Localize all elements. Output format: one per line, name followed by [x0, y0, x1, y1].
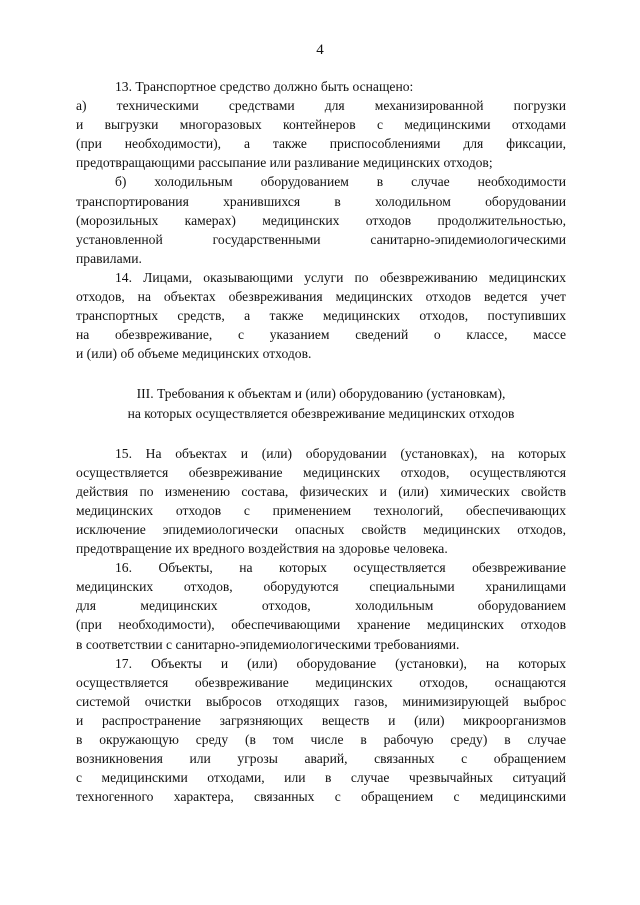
- text-line: 17. Объекты и (или) оборудование (установки), на которых: [115, 655, 566, 671]
- text-line: с медицинскими отходами, или в случае чрезвычайных ситуаций: [76, 770, 566, 786]
- text-line: медицинских отходов с применением технологий, обеспечивающих: [76, 502, 566, 518]
- paragraph-p16: [76, 558, 566, 653]
- paragraph-p15: [76, 444, 566, 559]
- text-line: и (или) об объеме медицинских отходов.: [76, 346, 312, 362]
- text-line: и выгрузки многоразовых контейнеров с медицинскими отходами: [76, 117, 566, 133]
- text-line: отходов, на объектах обезвреживания медицинских отходов ведется учет: [76, 289, 566, 305]
- section-heading: [76, 384, 566, 422]
- page-number: 4: [316, 42, 324, 58]
- text-line: (морозильных камерах) медицинских отходов продолжительностью,: [76, 212, 566, 228]
- text-line: медицинских отходов, оборудуются специальными хранилищами: [76, 579, 566, 595]
- section-heading-line-2: на которых осуществляется обезвреживание медицинских отходов: [127, 405, 515, 421]
- paragraph-p14: [76, 268, 566, 363]
- text-line: исключение эпидемиологически опасных свойств медицинских отходов,: [76, 521, 566, 537]
- text-line: б) холодильным оборудованием в случае необходимости: [115, 174, 566, 190]
- requirements-block-transport: [76, 77, 566, 363]
- text-line: и распространение загрязняющих веществ и (или) микроорганизмов: [76, 712, 566, 728]
- text-line: (при необходимости), а также приспособлениями для фиксации,: [76, 136, 566, 152]
- text-line: предотвращение их вредного воздействия на здоровье человека.: [76, 541, 448, 557]
- text-line: установленной государственными санитарно-эпидемиологическими: [76, 231, 566, 247]
- spacer: [76, 423, 566, 444]
- text-line: в окружающую среду (в том числе в рабочую среду) в случае: [76, 732, 566, 747]
- requirements-block-facilities: [76, 444, 566, 807]
- paragraph-p17: [76, 654, 566, 807]
- paragraph-p13b: [76, 172, 566, 267]
- text-line: системой очистки выбросов отходящих газов, минимизирующей выброс: [76, 693, 566, 709]
- text-line: 13. Транспортное средство должно быть оснащено:: [115, 79, 414, 94]
- section-heading-line-1: III. Требования к объектам и (или) оборудованию (установкам),: [136, 386, 506, 402]
- document-body: [76, 77, 566, 806]
- text-line: транспортных средств, а также медицинских отходов, поступивших: [76, 308, 566, 324]
- text-line: а) техническими средствами для механизированной погрузки: [76, 98, 566, 114]
- text-line: транспортирования хранившихся в холодильном оборудовании: [76, 193, 566, 209]
- text-line: осуществляется обезвреживание медицинских отходов, оснащаются: [76, 674, 566, 690]
- spacer: [76, 363, 566, 384]
- paragraph-p13: [76, 77, 566, 172]
- text-line: осуществляется обезвреживание медицинских отходов, осуществляются: [76, 464, 566, 480]
- text-line: действия по изменению состава, физических и (или) химических свойств: [76, 483, 566, 499]
- text-line: (при необходимости), обеспечивающими хранение медицинских отходов: [76, 617, 566, 633]
- text-line: для медицинских отходов, холодильным оборудованием: [76, 598, 566, 614]
- text-line: правилами.: [76, 250, 142, 266]
- text-line: 15. На объектах и (или) оборудовании (установках), на которых: [115, 445, 566, 461]
- text-line: в соответствии с санитарно-эпидемиологическими требованиями.: [76, 636, 460, 652]
- text-line: предотвращающими рассыпание или разливание медицинских отходов;: [76, 155, 493, 171]
- text-line: 14. Лицами, оказывающими услуги по обезвреживанию медицинских: [115, 269, 566, 285]
- text-line: возникновения или угрозы аварий, связанных с обращением: [76, 751, 566, 767]
- text-line: техногенного характера, связанных с обращением с медицинскими: [76, 789, 566, 805]
- text-line: на обезвреживание, с указанием сведений о классе, массе: [76, 327, 566, 343]
- text-line: 16. Объекты, на которых осуществляется обезвреживание: [115, 560, 566, 576]
